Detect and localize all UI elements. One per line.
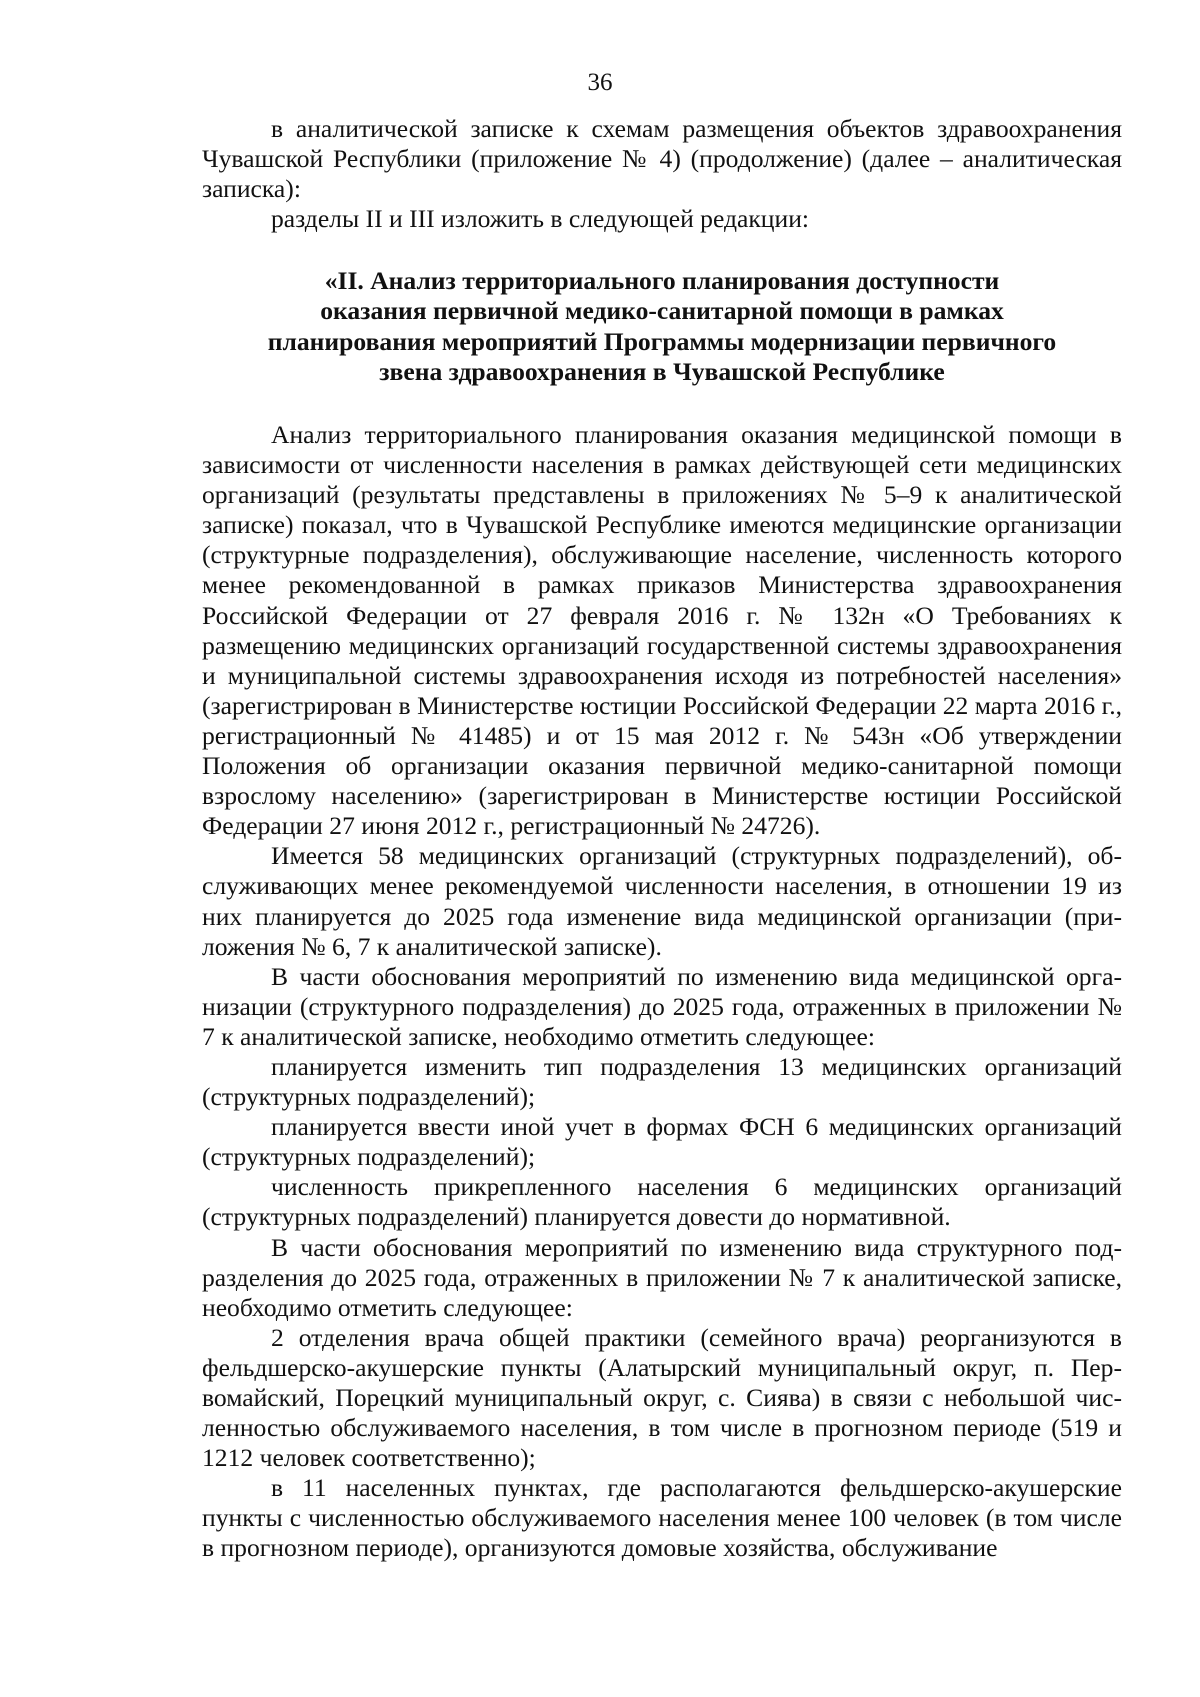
heading-line: оказания первичной медико-санитарной помощи в рамках (320, 296, 1004, 326)
heading-line: звена здравоохранения в Чувашской Республике (379, 357, 945, 387)
heading-line: «II. Анализ территориального планирования доступности (324, 266, 1000, 295)
body-paragraph: планируется изменить тип подразделения 13 медицинских организаций (структурных подразделений); (202, 1051, 1122, 1112)
page-number: 36 (587, 69, 613, 96)
body-paragraph: 2 отделения врача общей практики (семейного врача) реорганизуются в фельдшерско-акушерские пункты (Алатырский муниципальный округ, п. Первомайский, Порецкий муниципальный округ, с. Сиява) в связи с небольшой численностью обслуживаемого населения, в том числе в прогнозном периоде (519 и 1212 человек соответственно); (202, 1322, 1122, 1473)
intro-paragraph: разделы II и III изложить в следующей редакции: (271, 204, 810, 234)
intro-paragraph: в аналитической записке к схемам размещения объектов здравоохранения Чувашской Республики (приложение № 4) (продолжение) (далее – аналитическая записка): (202, 114, 1122, 204)
body-text (202, 420, 1122, 1564)
body-paragraph: Имеется 58 медицинских организаций (структурных подразделений), обслуживающих менее рекомендуемой численности населения, в отношении 19 из них планируется до 2025 года изменение вида медицинской организации (приложения № 6, 7 к аналитической записке). (202, 841, 1122, 961)
section-heading (202, 266, 1122, 388)
intro-text (202, 114, 1122, 234)
body-paragraph: планируется ввести иной учет в формах ФСН 6 медицинских организаций (структурных подразделений); (202, 1112, 1122, 1172)
body-paragraph: в 11 населенных пунктах, где располагаются фельдшерско-акушерские пункты с численностью обслуживаемого населения менее 100 человек (в том числе в прогнозном периоде), организуются домовые хозяйства, обслуживание (202, 1473, 1122, 1563)
body-paragraph: В части обоснования мероприятий по изменению вида структурного подразделения до 2025 года, отраженных в приложении № 7 к аналитической записке, необходимо отметить следующее: (202, 1232, 1122, 1322)
heading-line: планирования мероприятий Программы модернизации первичного (267, 326, 1057, 356)
body-paragraph: численность прикрепленного населения 6 медицинских организаций (структурных подразделений) планируется довести до нормативной. (202, 1172, 1122, 1232)
body-paragraph: В части обоснования мероприятий по изменению вида медицинской организации (структурного подразделения) до 2025 года, отраженных в приложении № 7 к аналитической записке, необходимо отметить следующее: (202, 961, 1122, 1051)
body-paragraph: Анализ территориального планирования оказания медицинской помощи в зависимости от численности населения в рамках действующей сети медицинских организаций (результаты представлены в приложениях № 5–9 к аналитической записке) показал, что в Чувашской Республике имеются медицинские организации (структурные подразделения), обслуживающие население, численность которого менее рекомендованной в рамках приказов Министерства здравоохранения Российской Федерации от 27 февраля 2016 г. № 132н «О Требованиях к размещению медицинских организаций государственной системы здравоохранения и муниципальной системы здравоохранения исходя из потребностей населения» (зарегистрирован в Министерстве юстиции Российской Федерации 22 марта 2016 г., регистрационный № 41485) и от 15 мая 2012 г. № 543н «Об утверждении Положения об организации оказания первичной медико-санитарной помощи взрослому населению» (зарегистрирован в Министерстве юстиции Российской Федерации 27 июня 2012 г., регистрационный № 24726). (202, 420, 1122, 841)
